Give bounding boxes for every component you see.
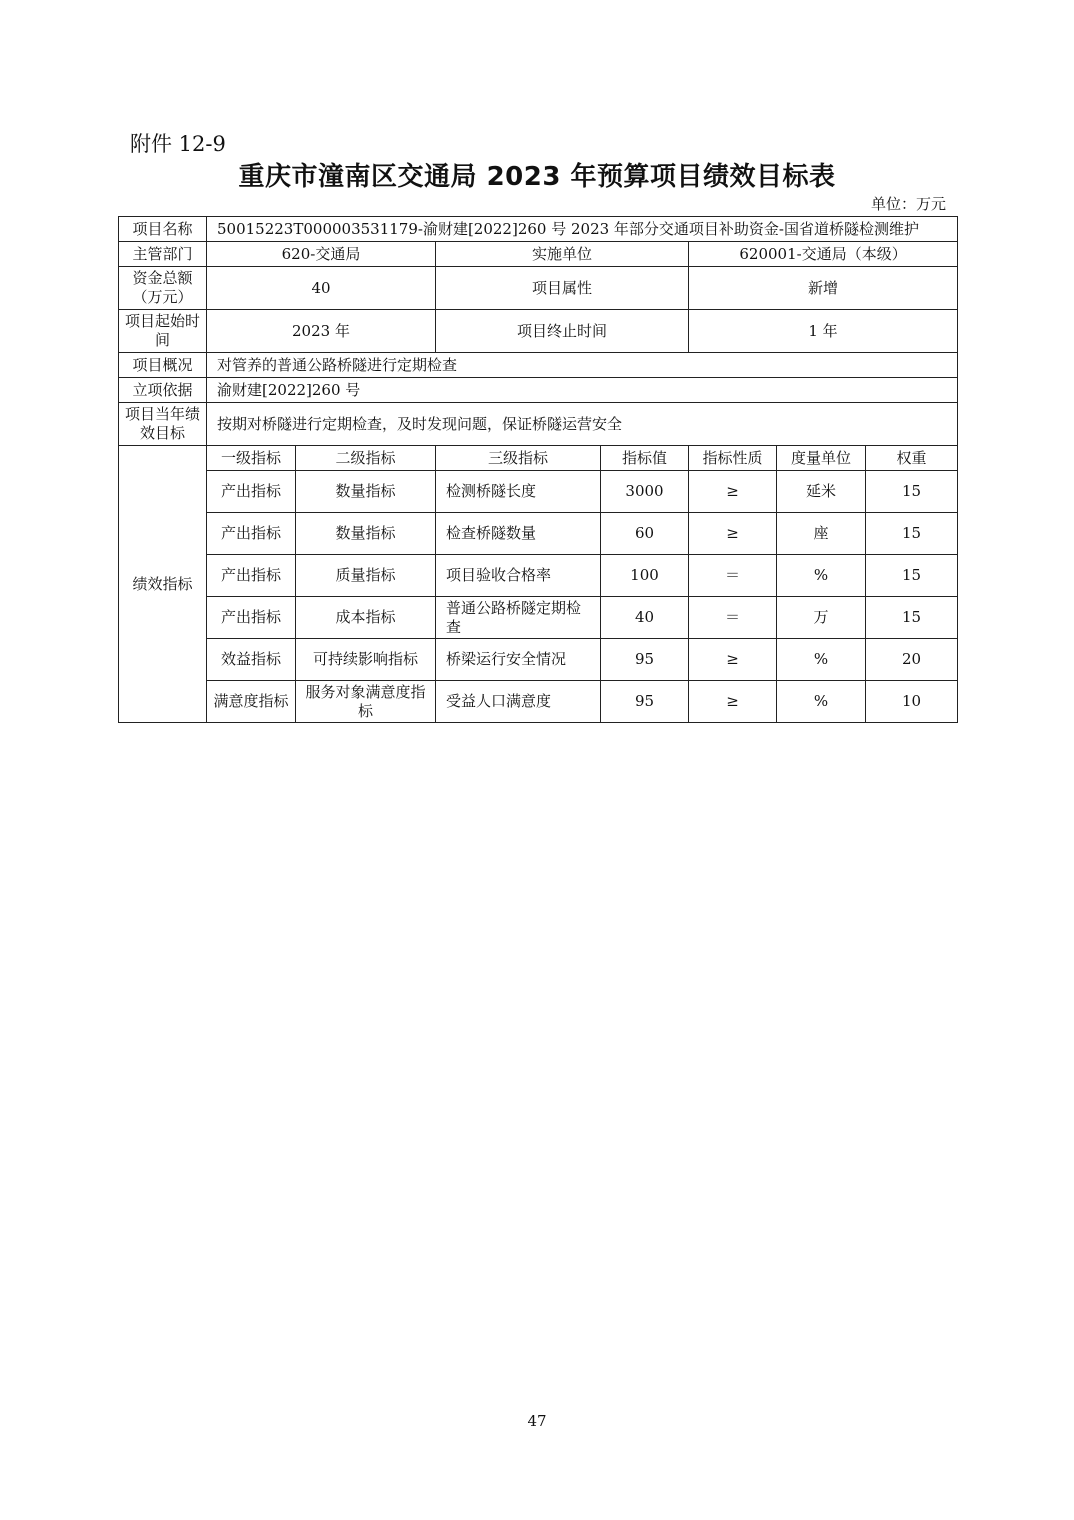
dept-value: 620-交通局 — [207, 242, 436, 267]
weight-cell: 15 — [866, 597, 958, 639]
perf-section-label: 绩效指标 — [119, 446, 207, 723]
row-basis — [119, 378, 958, 403]
header-nature: 指标性质 — [689, 446, 777, 471]
table-row — [119, 597, 958, 639]
target-value-cell: 60 — [601, 513, 689, 555]
nature-cell: ＝ — [689, 597, 777, 639]
goal-value: 按期对桥隧进行定期检查，及时发现问题，保证桥隧运营安全 — [207, 403, 958, 446]
row-period — [119, 310, 958, 353]
level1-cell: 产出指标 — [207, 597, 296, 639]
goal-label: 项目当年绩效目标 — [119, 403, 207, 446]
level3-cell: 受益人口满意度 — [436, 681, 601, 723]
performance-target-table — [118, 216, 958, 723]
level1-cell: 效益指标 — [207, 639, 296, 681]
fund-total-value: 40 — [207, 267, 436, 310]
level2-cell: 可持续影响指标 — [296, 639, 436, 681]
level3-cell: 普通公路桥隧定期检查 — [436, 597, 601, 639]
perf-header-row — [119, 446, 958, 471]
target-value-cell: 3000 — [601, 471, 689, 513]
level1-cell: 产出指标 — [207, 471, 296, 513]
page-number: 47 — [527, 1412, 547, 1430]
level1-cell: 产出指标 — [207, 513, 296, 555]
level2-cell: 数量指标 — [296, 513, 436, 555]
row-fund — [119, 267, 958, 310]
level3-cell: 检查桥隧数量 — [436, 513, 601, 555]
start-value: 2023 年 — [207, 310, 436, 353]
impl-unit-value: 620001-交通局（本级） — [689, 242, 958, 267]
nature-cell: ≥ — [689, 639, 777, 681]
row-dept — [119, 242, 958, 267]
unit-cell: % — [777, 639, 866, 681]
table-row — [119, 681, 958, 723]
header-level1: 一级指标 — [207, 446, 296, 471]
impl-unit-label: 实施单位 — [436, 242, 689, 267]
header-weight: 权重 — [866, 446, 958, 471]
level1-cell: 满意度指标 — [207, 681, 296, 723]
unit-cell: % — [777, 681, 866, 723]
weight-cell: 15 — [866, 513, 958, 555]
header-unit: 度量单位 — [777, 446, 866, 471]
attachment-label: 附件 12-9 — [130, 132, 226, 156]
level2-cell: 数量指标 — [296, 471, 436, 513]
unit-cell: 座 — [777, 513, 866, 555]
header-level2: 二级指标 — [296, 446, 436, 471]
header-level3: 三级指标 — [436, 446, 601, 471]
level2-cell: 服务对象满意度指标 — [296, 681, 436, 723]
overview-label: 项目概况 — [119, 353, 207, 378]
nature-cell: ≥ — [689, 681, 777, 723]
unit-cell: 延米 — [777, 471, 866, 513]
project-name-value: 50015223T000003531179-渝财建[2022]260 号 2023 年部分交通项目补助资金-国省道桥隧检测维护 — [207, 217, 958, 242]
dept-label: 主管部门 — [119, 242, 207, 267]
attribute-value: 新增 — [689, 267, 958, 310]
table-row — [119, 555, 958, 597]
page-title: 重庆市潼南区交通局 2023 年预算项目绩效目标表 — [238, 162, 836, 192]
weight-cell: 10 — [866, 681, 958, 723]
level3-cell: 检测桥隧长度 — [436, 471, 601, 513]
end-label: 项目终止时间 — [436, 310, 689, 353]
basis-value: 渝财建[2022]260 号 — [207, 378, 958, 403]
overview-value: 对管养的普通公路桥隧进行定期检查 — [207, 353, 958, 378]
fund-total-label: 资金总额（万元） — [119, 267, 207, 310]
project-name-label: 项目名称 — [119, 217, 207, 242]
weight-cell: 20 — [866, 639, 958, 681]
weight-cell: 15 — [866, 555, 958, 597]
header-target-value: 指标值 — [601, 446, 689, 471]
nature-cell: ≥ — [689, 471, 777, 513]
weight-cell: 15 — [866, 471, 958, 513]
table-row — [119, 513, 958, 555]
level2-cell: 成本指标 — [296, 597, 436, 639]
level3-cell: 桥梁运行安全情况 — [436, 639, 601, 681]
unit-cell: % — [777, 555, 866, 597]
target-value-cell: 95 — [601, 639, 689, 681]
level3-cell: 项目验收合格率 — [436, 555, 601, 597]
attribute-label: 项目属性 — [436, 267, 689, 310]
start-label: 项目起始时间 — [119, 310, 207, 353]
basis-label: 立项依据 — [119, 378, 207, 403]
target-value-cell: 100 — [601, 555, 689, 597]
table-row — [119, 471, 958, 513]
row-goal — [119, 403, 958, 446]
level2-cell: 质量指标 — [296, 555, 436, 597]
row-project-name — [119, 217, 958, 242]
end-value: 1 年 — [689, 310, 958, 353]
row-overview — [119, 353, 958, 378]
table-row — [119, 639, 958, 681]
target-value-cell: 95 — [601, 681, 689, 723]
level1-cell: 产出指标 — [207, 555, 296, 597]
nature-cell: ＝ — [689, 555, 777, 597]
target-value-cell: 40 — [601, 597, 689, 639]
unit-cell: 万 — [777, 597, 866, 639]
nature-cell: ≥ — [689, 513, 777, 555]
unit-note: 单位：万元 — [870, 195, 946, 213]
